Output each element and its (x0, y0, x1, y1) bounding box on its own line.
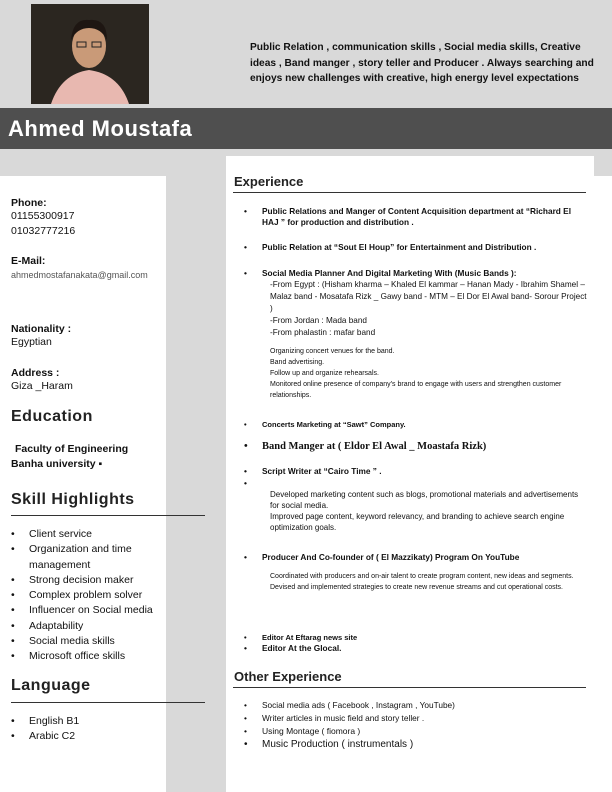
email[interactable]: ahmedmostafanakata@gmail.com (11, 270, 148, 280)
education-heading: Education (11, 408, 93, 425)
skills-heading: Skill Highlights (11, 491, 135, 508)
list-item (244, 268, 589, 401)
phone-1: 01155300917 (11, 210, 75, 222)
email-label: E-Mail: (11, 255, 46, 267)
list-item (244, 478, 589, 533)
list-item: • Concerts Marketing at “Sawt” Company. (244, 419, 589, 430)
right-column-extension (594, 176, 612, 792)
list-item: • Microsoft office skills (11, 649, 171, 664)
list-item: • Writer articles in music field and story teller . (244, 713, 589, 724)
other-experience-heading: Other Experience (234, 669, 342, 684)
list-item: • Strong decision maker (11, 573, 171, 588)
item-detail: Follow up and organize rehearsals. (270, 370, 379, 377)
list-item: • Public Relations and Manger of Content Acquisition department at “Richard El HAJ ” for production and distribution . (244, 206, 589, 228)
item-detail: -From phalastin : mafar band (270, 328, 376, 337)
list-item: • Using Montage ( fiomora ) (244, 726, 589, 737)
item-title: Social Media Planner And Digital Marketing With (Music Bands ): (262, 268, 517, 278)
full-name: Ahmed Moustafa (8, 116, 193, 141)
item-detail: -From Egypt : (Hisham kharma – Khaled El kammar – Hanan Mady - Ibrahim Shamel – Malaz band - Mosatafa Rizk _ Gawy band - MTM – El Dor El Awal band- Sorour Project ) (270, 280, 587, 313)
list-item: • Music Production ( instrumentals ) (244, 739, 589, 750)
list-item: • Band Manger at ( Eldor El Awal _ Moastafa Rizk) (244, 441, 589, 452)
list-item: • Adaptability (11, 619, 171, 634)
list-item: • Public Relation at “Sout El Houp” for Entertainment and Distribution . (244, 242, 589, 253)
education-degree: Faculty of Engineering Banha university (11, 443, 129, 470)
list-item: • Organization and time management (11, 542, 171, 573)
nationality: Egyptian (11, 336, 52, 348)
list-item: • Client service (11, 527, 171, 542)
list-item: • Influencer on Social media (11, 603, 171, 618)
item-detail: Devised and implemented strategies to create new revenue streams and cut operational costs. (270, 584, 563, 591)
divider (233, 687, 586, 688)
language-heading: Language (11, 677, 91, 694)
skills-list (11, 527, 171, 665)
nationality-label: Nationality : (11, 323, 72, 335)
list-item (244, 552, 589, 593)
address-label: Address : (11, 367, 60, 379)
item-detail: Monitored online presence of company’s brand to engage with users and strengthen customer relationships. (270, 381, 562, 399)
phone-2: 01032777216 (11, 225, 76, 237)
education-text: Faculty of Engineering Banha university ▪ (11, 443, 129, 470)
list-item: • Editor At the Glocal. (244, 643, 589, 654)
address: Giza _Haram (11, 380, 73, 392)
item-title: Producer And Co-founder of ( El Mazzikaty) Program On YouTube (262, 552, 520, 562)
list-item: • Editor At Eftarag news site (244, 632, 589, 643)
item-detail: • Developed marketing content such as blogs, promotional materials and advertisements for social media. (270, 490, 579, 510)
profile-summary: Public Relation , communication skills , Social media skills, Creative ideas , Band manger , story teller and Producer . Always searching and enjoys new challenges with creative, high energy level expectations (250, 42, 594, 84)
item-detail: Band advertising. (270, 359, 325, 366)
item-detail: Improved page content, keyword relevancy, and branding to achieve search engine optimization goals. (270, 512, 565, 532)
phone-label: Phone: (11, 197, 47, 209)
list-item: • Script Writer at “Cairo Time ” . (244, 466, 589, 477)
divider (11, 702, 205, 703)
item-detail: Organizing concert venues for the band. (270, 348, 395, 355)
language-list (11, 714, 79, 745)
divider (233, 192, 586, 193)
profile-photo (31, 4, 149, 104)
list-item: • Social media ads ( Facebook , Instagram , YouTube) (244, 700, 589, 711)
item-detail: -From Jordan : Mada band (270, 316, 367, 325)
list-item: • Complex problem solver (11, 588, 171, 603)
divider (11, 515, 205, 516)
item-detail: Coordinated with producers and on-air talent to create program content, new ideas and segments. (270, 573, 574, 580)
list-item: • Arabic C2 (11, 729, 79, 744)
list-item: • Social media skills (11, 634, 171, 649)
experience-heading: Experience (234, 174, 304, 189)
list-item: • English B1 (11, 714, 79, 729)
name-banner (0, 108, 612, 149)
